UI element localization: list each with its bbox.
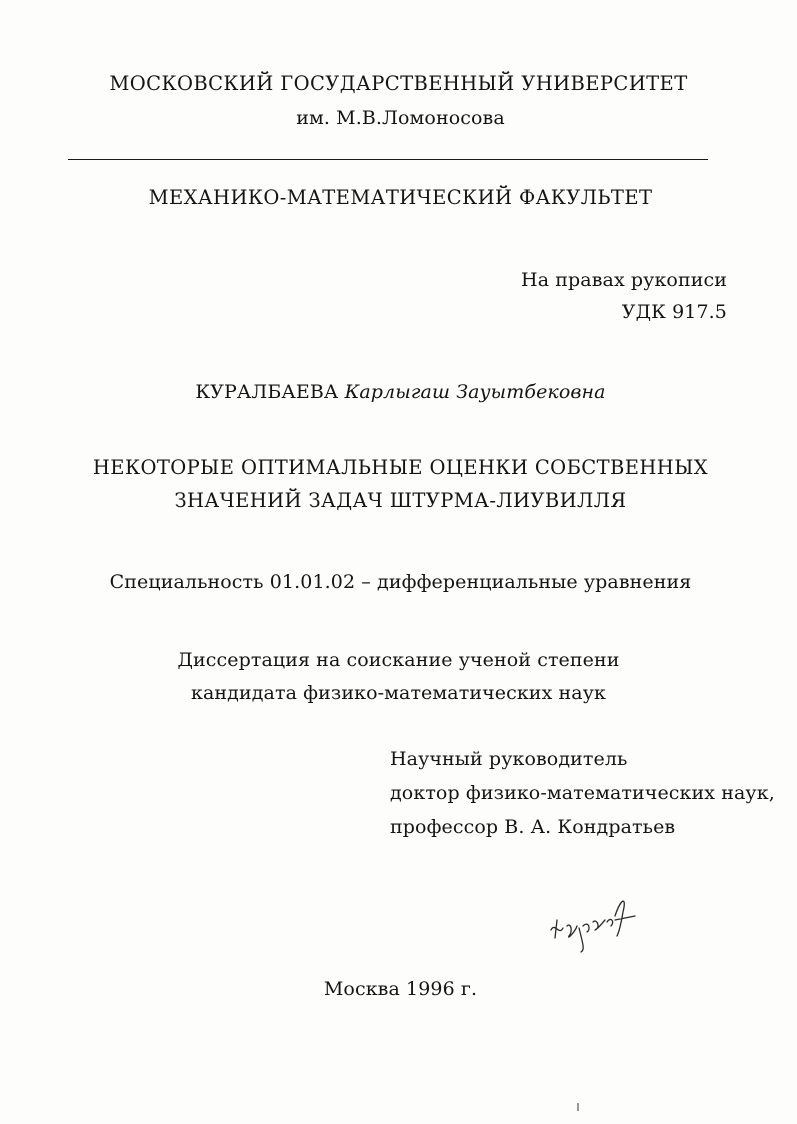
author-given-names: Карлыгаш Зауытбековна	[344, 381, 606, 403]
author-name	[2, 380, 797, 404]
handwritten-signature	[545, 892, 645, 958]
faculty-name: МЕХАНИКО-МАТЕМАТИЧЕСКИЙ ФАКУЛЬТЕТ	[148, 186, 653, 209]
specialty: Специальность 01.01.02 – дифференциальные уравнения	[109, 571, 692, 593]
dissertation-title-line-2: ЗНАЧЕНИЙ ЗАДАЧ ШТУРМА-ЛИУВИЛЛЯ	[174, 489, 627, 512]
degree-line-1: Диссертация на соискание ученой степени	[177, 649, 620, 671]
manuscript-rights: На правах рукописи	[521, 269, 727, 291]
udc-code: УДК 917.5	[621, 301, 727, 323]
header-divider	[68, 159, 708, 160]
degree-line-2: кандидата физико-математических наук	[191, 682, 606, 704]
supervisor-role: Научный руководитель	[390, 748, 628, 770]
scan-artifact	[577, 1103, 579, 1111]
author-surname: КУРАЛБАЕВА	[195, 381, 339, 403]
dissertation-title-line-1: НЕКОТОРЫЕ ОПТИМАЛЬНЫЕ ОЦЕНКИ СОБСТВЕННЫХ	[92, 456, 709, 479]
supervisor-credentials: доктор физико-математических наук,	[390, 782, 775, 804]
university-named-after: им. М.В.Ломоносова	[296, 107, 505, 129]
city-and-year: Москва 1996 г.	[323, 978, 478, 1000]
supervisor-name: профессор В. А. Кондратьев	[390, 816, 676, 838]
university-name: МОСКОВСКИЙ ГОСУДАРСТВЕННЫЙ УНИВЕРСИТЕТ	[109, 72, 688, 95]
